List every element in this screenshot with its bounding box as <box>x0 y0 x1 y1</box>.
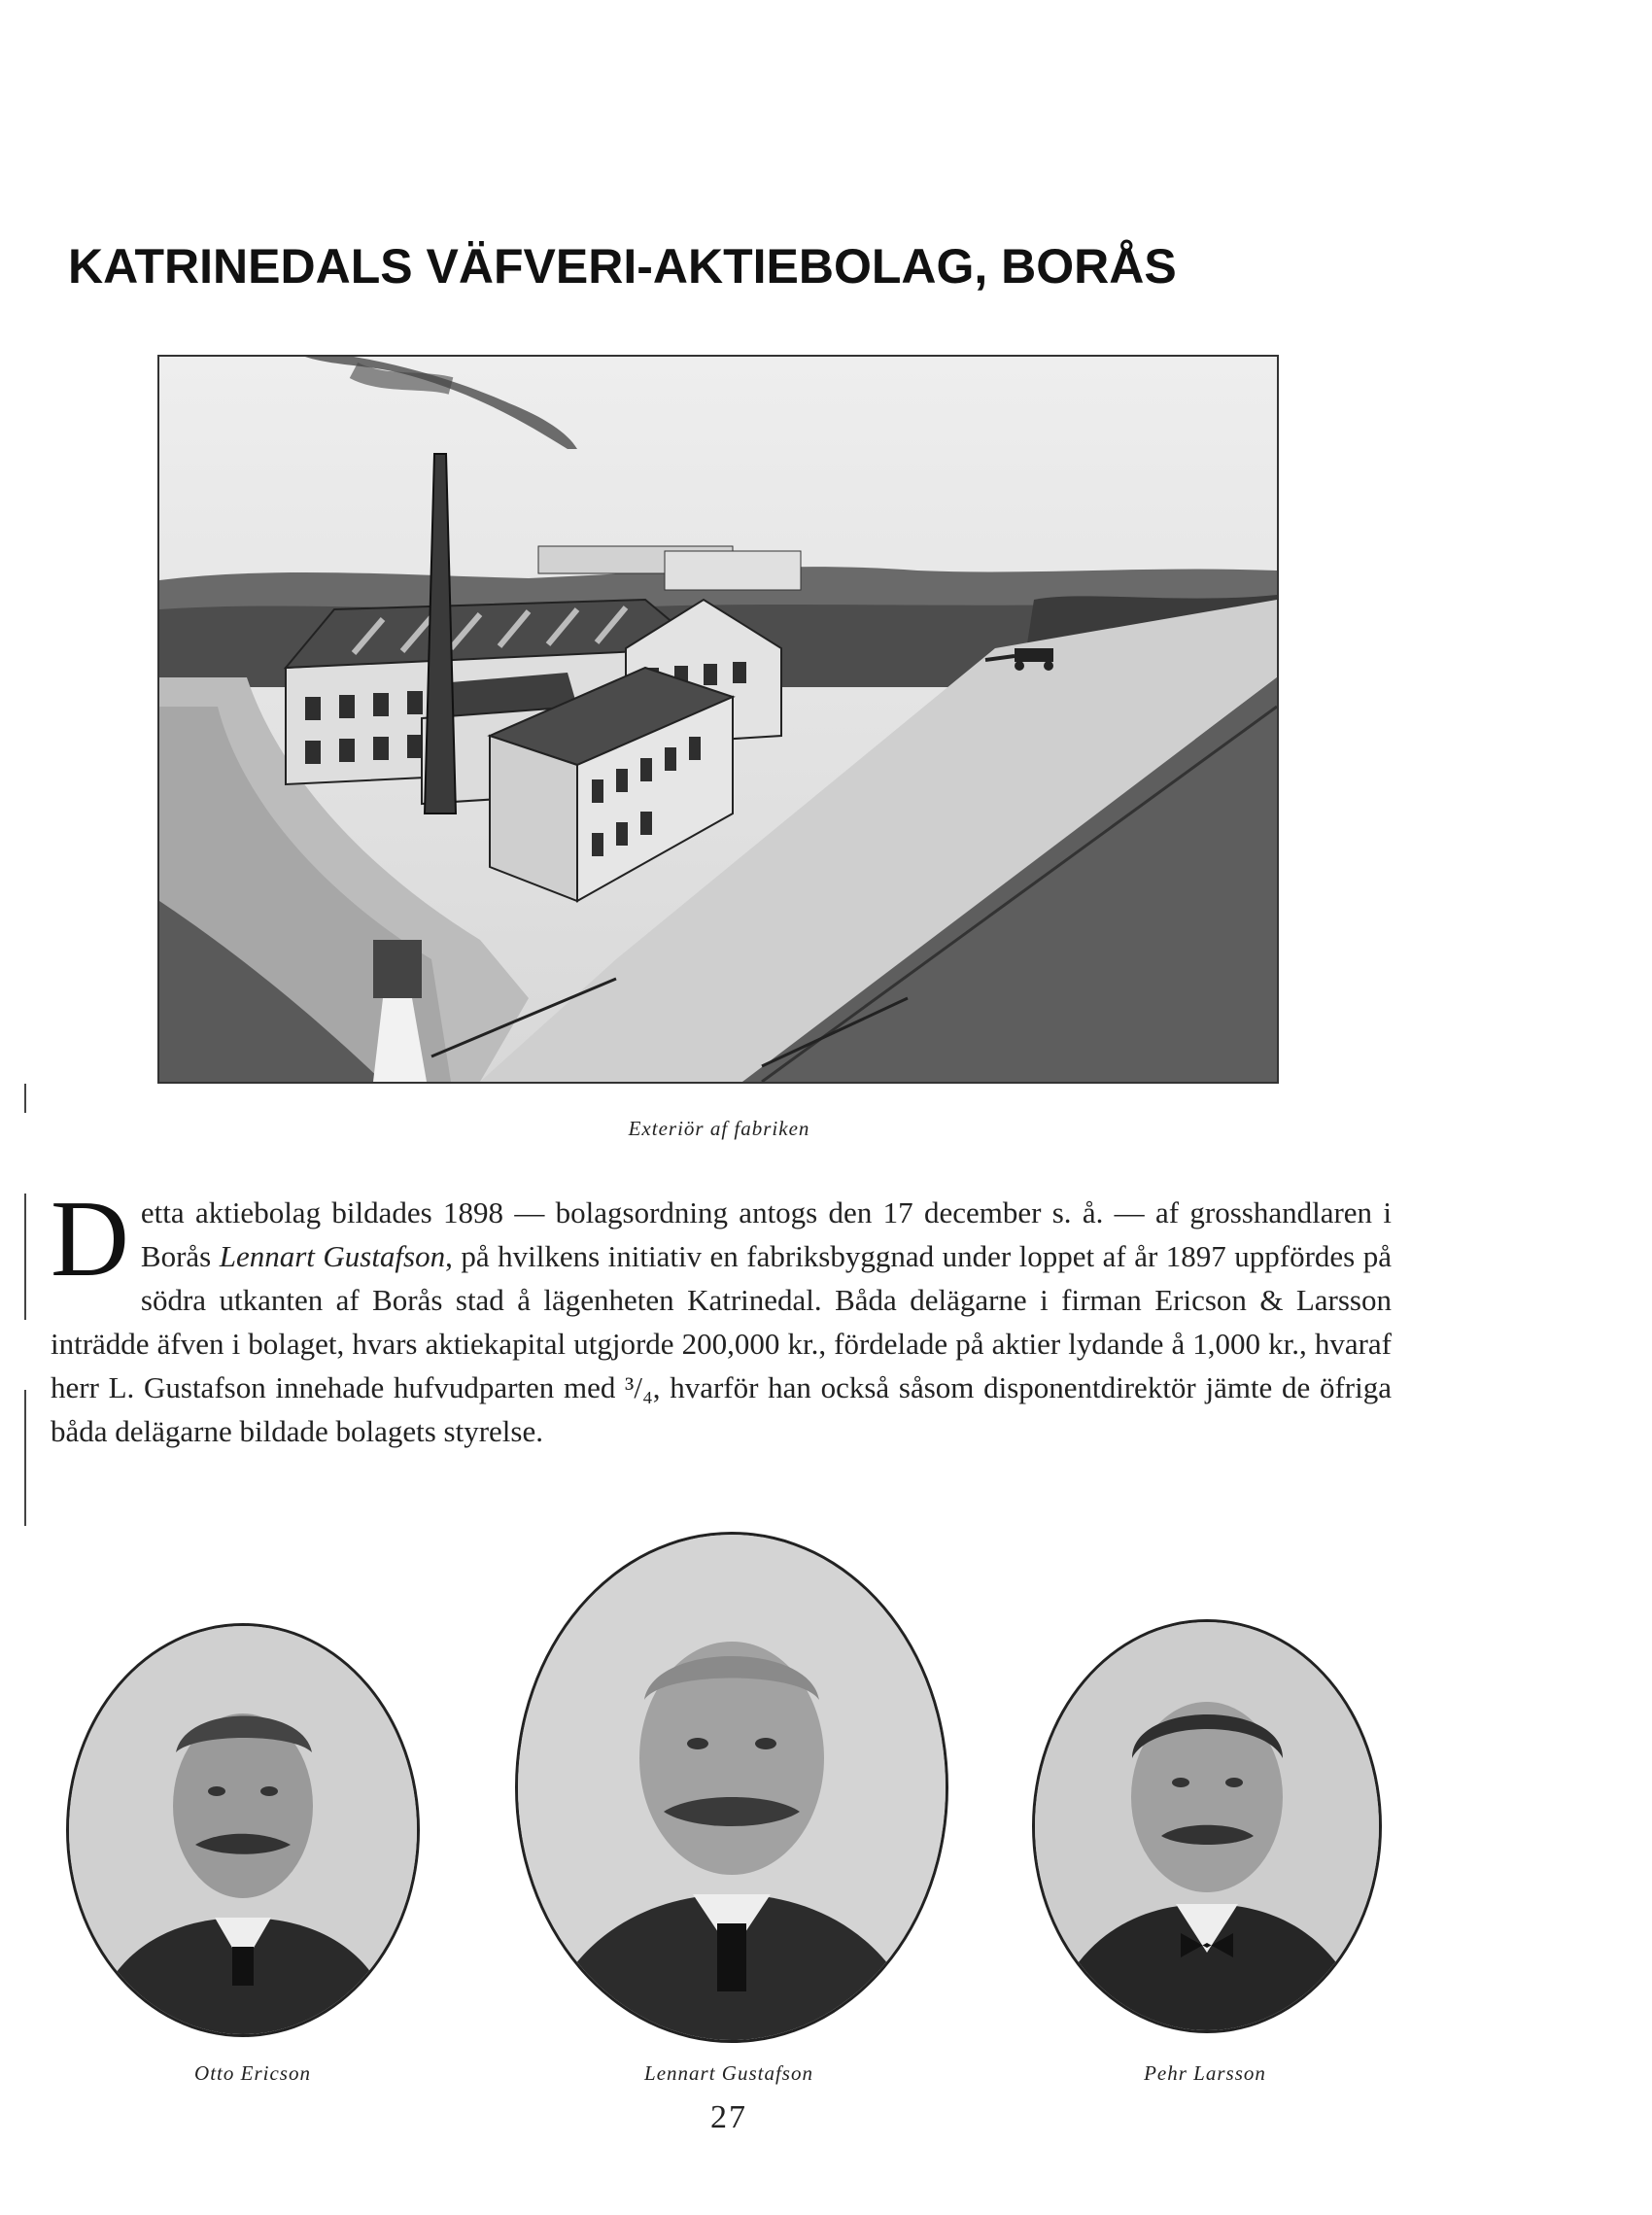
article-text-1: etta aktiebolag bildades 1898 — bolagsordning antogs den 17 december s. å. — af grosshandlaren i Borås <box>140 1195 1392 1273</box>
portrait-caption-pehr-larsson: Pehr Larsson <box>1144 2061 1266 2085</box>
margin-mark <box>24 1390 26 1526</box>
portrait-pehr-larsson <box>1032 1619 1382 2033</box>
portrait-lennart-gustafson <box>515 1532 948 2043</box>
article-text-2: , på hvilkens initiativ en fabriksbyggnad under loppet af år 1897 uppfördes på södra utkanten af Borås stad å lägenheten Katrinedal. Båda delägarne i firman Ericson & Larsson inträdde äfven i bolaget, hvars aktiekapital utgjorde 200,000 kr., fördelade på aktier lydande å 1,000 kr., hvaraf herr L. Gustafson innehade hufvudparten med ³/₄, hvarför han också såsom disponentdirektör jämte de öfriga båda delägarne bildade bolagets styrelse. <box>51 1239 1392 1448</box>
margin-mark <box>24 1084 26 1113</box>
article-body <box>51 1179 1392 1453</box>
portrait-caption-lennart-gustafson: Lennart Gustafson <box>644 2061 813 2085</box>
portrait-otto-ericson <box>66 1623 420 2037</box>
factory-illustration <box>157 355 1279 1084</box>
drop-cap: D <box>51 1179 129 1299</box>
portrait-caption-otto-ericson: Otto Ericson <box>194 2061 311 2085</box>
margin-mark <box>24 1194 26 1320</box>
page-title: KATRINEDALS VÄFVERI-AKTIEBOLAG, BORÅS <box>68 239 1177 294</box>
founder-name: Lennart Gustafson <box>219 1239 446 1273</box>
page-number: 27 <box>710 2099 747 2135</box>
figure-caption: Exteriör af fabriken <box>628 1117 810 1140</box>
